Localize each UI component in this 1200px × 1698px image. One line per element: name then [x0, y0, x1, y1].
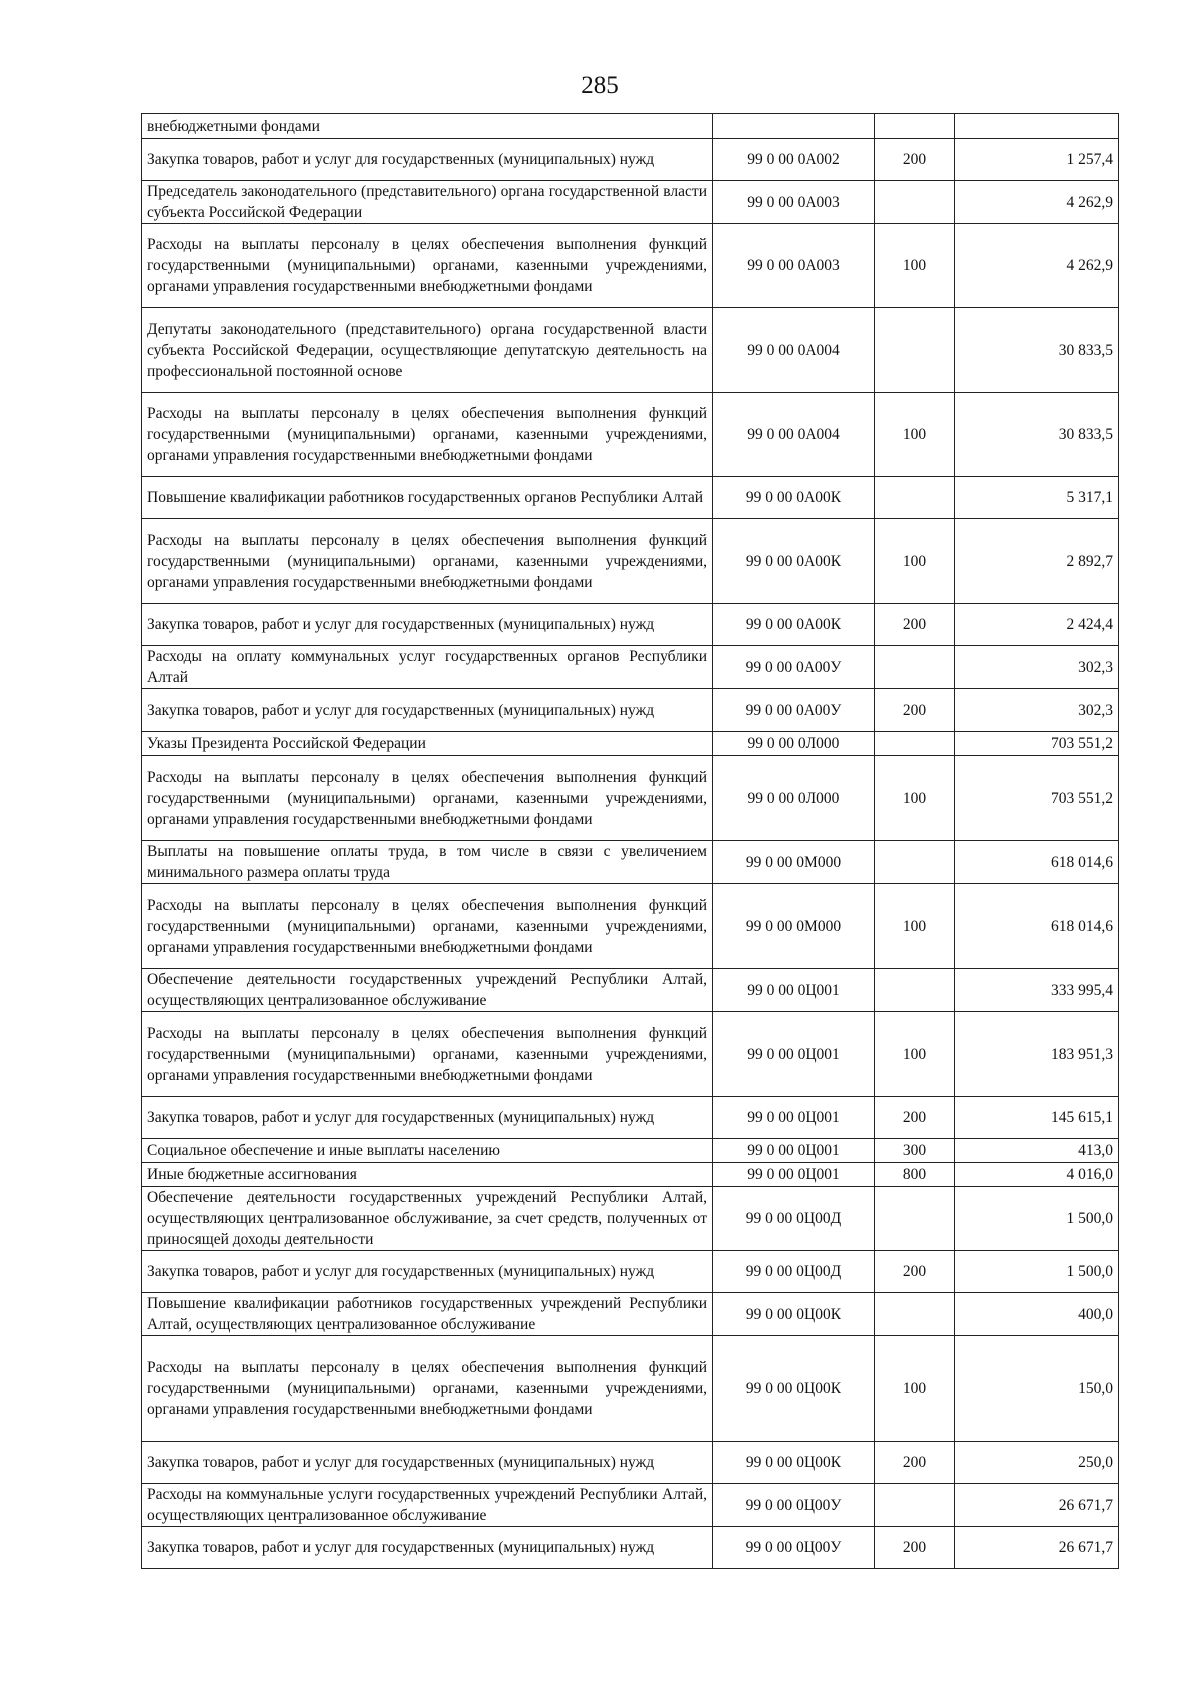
table-row — [142, 1097, 1119, 1139]
table-row — [142, 1139, 1119, 1163]
row-amount-cell: 2 424,4 — [955, 604, 1119, 646]
table-row — [142, 689, 1119, 732]
row-amount-cell: 1 500,0 — [955, 1187, 1119, 1251]
row-code-cell: 99 0 00 0А004 — [713, 393, 875, 477]
row-amount-cell: 1 257,4 — [955, 139, 1119, 181]
table-row — [142, 604, 1119, 646]
row-amount-cell: 333 995,4 — [955, 969, 1119, 1012]
row-type-cell — [875, 114, 955, 139]
row-name-cell: Закупка товаров, работ и услуг для государственных (муниципальных) нужд — [142, 139, 713, 181]
row-type-cell: 100 — [875, 884, 955, 969]
row-name-cell: Указы Президента Российской Федерации — [142, 732, 713, 756]
table-row — [142, 114, 1119, 139]
table-row — [142, 1251, 1119, 1293]
row-code-cell: 99 0 00 0Ц001 — [713, 1163, 875, 1187]
row-name-cell: Закупка товаров, работ и услуг для государственных (муниципальных) нужд — [142, 1251, 713, 1293]
table-row — [142, 1336, 1119, 1442]
table-row — [142, 1484, 1119, 1527]
table-row — [142, 1187, 1119, 1251]
row-code-cell: 99 0 00 0Ц001 — [713, 1097, 875, 1139]
row-code-cell — [713, 114, 875, 139]
row-code-cell: 99 0 00 0Ц00К — [713, 1442, 875, 1484]
row-type-cell — [875, 477, 955, 519]
row-amount-cell: 302,3 — [955, 689, 1119, 732]
row-code-cell: 99 0 00 0А00К — [713, 604, 875, 646]
table-row — [142, 477, 1119, 519]
row-name-cell: Повышение квалификации работников государственных органов Республики Алтай — [142, 477, 713, 519]
row-code-cell: 99 0 00 0Ц001 — [713, 1139, 875, 1163]
row-amount-cell: 703 551,2 — [955, 756, 1119, 841]
row-amount-cell: 150,0 — [955, 1336, 1119, 1442]
row-type-cell: 100 — [875, 1012, 955, 1097]
row-type-cell: 200 — [875, 689, 955, 732]
row-code-cell: 99 0 00 0А003 — [713, 224, 875, 308]
row-name-cell: Закупка товаров, работ и услуг для государственных (муниципальных) нужд — [142, 1442, 713, 1484]
table-row — [142, 224, 1119, 308]
row-amount-cell: 4 262,9 — [955, 224, 1119, 308]
table-row — [142, 1012, 1119, 1097]
row-type-cell: 100 — [875, 756, 955, 841]
row-type-cell: 100 — [875, 519, 955, 604]
row-amount-cell — [955, 114, 1119, 139]
row-name-cell: Социальное обеспечение и иные выплаты населению — [142, 1139, 713, 1163]
row-amount-cell: 4 262,9 — [955, 181, 1119, 224]
row-code-cell: 99 0 00 0А002 — [713, 139, 875, 181]
row-code-cell: 99 0 00 0А003 — [713, 181, 875, 224]
table-row — [142, 519, 1119, 604]
row-name-cell: Расходы на выплаты персоналу в целях обеспечения выполнения функций государственными (муниципальными) органами, казенными учреждениями, органами управления государственными внебюджетными фондами — [142, 393, 713, 477]
row-type-cell — [875, 1293, 955, 1336]
row-code-cell: 99 0 00 0М000 — [713, 884, 875, 969]
table-row — [142, 1293, 1119, 1336]
row-code-cell: 99 0 00 0Л000 — [713, 732, 875, 756]
row-type-cell: 200 — [875, 1097, 955, 1139]
row-code-cell: 99 0 00 0Ц00К — [713, 1293, 875, 1336]
row-amount-cell: 5 317,1 — [955, 477, 1119, 519]
row-type-cell: 100 — [875, 224, 955, 308]
row-amount-cell: 30 833,5 — [955, 308, 1119, 393]
row-type-cell — [875, 1187, 955, 1251]
row-amount-cell: 400,0 — [955, 1293, 1119, 1336]
row-type-cell: 200 — [875, 139, 955, 181]
table-row — [142, 308, 1119, 393]
row-amount-cell: 145 615,1 — [955, 1097, 1119, 1139]
table-row — [142, 969, 1119, 1012]
row-name-cell: Повышение квалификации работников государственных учреждений Республики Алтай, осуществляющих централизованное обслуживание — [142, 1293, 713, 1336]
row-amount-cell: 413,0 — [955, 1139, 1119, 1163]
row-name-cell: Обеспечение деятельности государственных учреждений Республики Алтай, осуществляющих централизованное обслуживание — [142, 969, 713, 1012]
page-number: 285 — [581, 72, 619, 99]
row-code-cell: 99 0 00 0А004 — [713, 308, 875, 393]
row-name-cell: Расходы на выплаты персоналу в целях обеспечения выполнения функций государственными (муниципальными) органами, казенными учреждениями, органами управления государственными внебюджетными фондами — [142, 756, 713, 841]
row-type-cell — [875, 646, 955, 689]
row-name-cell: Расходы на выплаты персоналу в целях обеспечения выполнения функций государственными (муниципальными) органами, казенными учреждениями, органами управления государственными внебюджетными фондами — [142, 884, 713, 969]
row-name-cell: Расходы на выплаты персоналу в целях обеспечения выполнения функций государственными (муниципальными) органами, казенными учреждениями, органами управления государственными внебюджетными фондами — [142, 1012, 713, 1097]
row-type-cell: 200 — [875, 1442, 955, 1484]
table-row — [142, 884, 1119, 969]
row-code-cell: 99 0 00 0М000 — [713, 841, 875, 884]
row-code-cell: 99 0 00 0Ц00Д — [713, 1251, 875, 1293]
row-amount-cell: 30 833,5 — [955, 393, 1119, 477]
row-amount-cell: 302,3 — [955, 646, 1119, 689]
row-name-cell: Расходы на выплаты персоналу в целях обеспечения выполнения функций государственными (муниципальными) органами, казенными учреждениями, органами управления государственными внебюджетными фондами — [142, 224, 713, 308]
row-type-cell — [875, 841, 955, 884]
row-code-cell: 99 0 00 0Ц001 — [713, 969, 875, 1012]
row-type-cell: 200 — [875, 1251, 955, 1293]
row-name-cell: Обеспечение деятельности государственных учреждений Республики Алтай, осуществляющих централизованное обслуживание, за счет средств, полученных от приносящей доходы деятельности — [142, 1187, 713, 1251]
row-name-cell: внебюджетными фондами — [142, 114, 713, 139]
row-code-cell: 99 0 00 0Ц00У — [713, 1527, 875, 1569]
row-amount-cell: 703 551,2 — [955, 732, 1119, 756]
row-amount-cell: 4 016,0 — [955, 1163, 1119, 1187]
row-name-cell: Закупка товаров, работ и услуг для государственных (муниципальных) нужд — [142, 1527, 713, 1569]
row-name-cell: Расходы на выплаты персоналу в целях обеспечения выполнения функций государственными (муниципальными) органами, казенными учреждениями, органами управления государственными внебюджетными фондами — [142, 1336, 713, 1442]
row-amount-cell: 618 014,6 — [955, 841, 1119, 884]
table-row — [142, 841, 1119, 884]
row-code-cell: 99 0 00 0Ц001 — [713, 1012, 875, 1097]
row-type-cell: 800 — [875, 1163, 955, 1187]
row-type-cell: 200 — [875, 604, 955, 646]
row-amount-cell: 2 892,7 — [955, 519, 1119, 604]
row-name-cell: Депутаты законодательного (представительного) органа государственной власти субъекта Российской Федерации, осуществляющие депутатскую деятельность на профессиональной постоянной основе — [142, 308, 713, 393]
row-amount-cell: 183 951,3 — [955, 1012, 1119, 1097]
row-amount-cell: 618 014,6 — [955, 884, 1119, 969]
row-code-cell: 99 0 00 0А00У — [713, 646, 875, 689]
table-row — [142, 139, 1119, 181]
row-code-cell: 99 0 00 0Ц00У — [713, 1484, 875, 1527]
row-amount-cell: 1 500,0 — [955, 1251, 1119, 1293]
row-type-cell — [875, 969, 955, 1012]
table-row — [142, 756, 1119, 841]
row-amount-cell: 26 671,7 — [955, 1484, 1119, 1527]
table-row — [142, 393, 1119, 477]
row-type-cell: 200 — [875, 1527, 955, 1569]
table-row — [142, 181, 1119, 224]
row-code-cell: 99 0 00 0А00У — [713, 689, 875, 732]
row-name-cell: Расходы на коммунальные услуги государственных учреждений Республики Алтай, осуществляющих централизованное обслуживание — [142, 1484, 713, 1527]
row-name-cell: Расходы на выплаты персоналу в целях обеспечения выполнения функций государственными (муниципальными) органами, казенными учреждениями, органами управления государственными внебюджетными фондами — [142, 519, 713, 604]
row-type-cell — [875, 732, 955, 756]
row-amount-cell: 26 671,7 — [955, 1527, 1119, 1569]
table-body — [142, 114, 1119, 1569]
row-name-cell: Иные бюджетные ассигнования — [142, 1163, 713, 1187]
table-row — [142, 1527, 1119, 1569]
budget-table — [141, 113, 1119, 1569]
table-row — [142, 732, 1119, 756]
row-code-cell: 99 0 00 0Л000 — [713, 756, 875, 841]
row-type-cell — [875, 1484, 955, 1527]
row-name-cell: Закупка товаров, работ и услуг для государственных (муниципальных) нужд — [142, 1097, 713, 1139]
table-row — [142, 1442, 1119, 1484]
row-name-cell: Выплаты на повышение оплаты труда, в том числе в связи с увеличением минимального размера оплаты труда — [142, 841, 713, 884]
table-row — [142, 646, 1119, 689]
row-name-cell: Расходы на оплату коммунальных услуг государственных органов Республики Алтай — [142, 646, 713, 689]
row-name-cell: Закупка товаров, работ и услуг для государственных (муниципальных) нужд — [142, 689, 713, 732]
table-row — [142, 1163, 1119, 1187]
row-type-cell — [875, 181, 955, 224]
row-code-cell: 99 0 00 0Ц00К — [713, 1336, 875, 1442]
row-code-cell: 99 0 00 0А00К — [713, 519, 875, 604]
row-code-cell: 99 0 00 0А00К — [713, 477, 875, 519]
row-amount-cell: 250,0 — [955, 1442, 1119, 1484]
row-type-cell: 100 — [875, 393, 955, 477]
row-code-cell: 99 0 00 0Ц00Д — [713, 1187, 875, 1251]
row-type-cell: 300 — [875, 1139, 955, 1163]
row-name-cell: Председатель законодательного (представительного) органа государственной власти субъекта Российской Федерации — [142, 181, 713, 224]
row-name-cell: Закупка товаров, работ и услуг для государственных (муниципальных) нужд — [142, 604, 713, 646]
row-type-cell — [875, 308, 955, 393]
row-type-cell: 100 — [875, 1336, 955, 1442]
